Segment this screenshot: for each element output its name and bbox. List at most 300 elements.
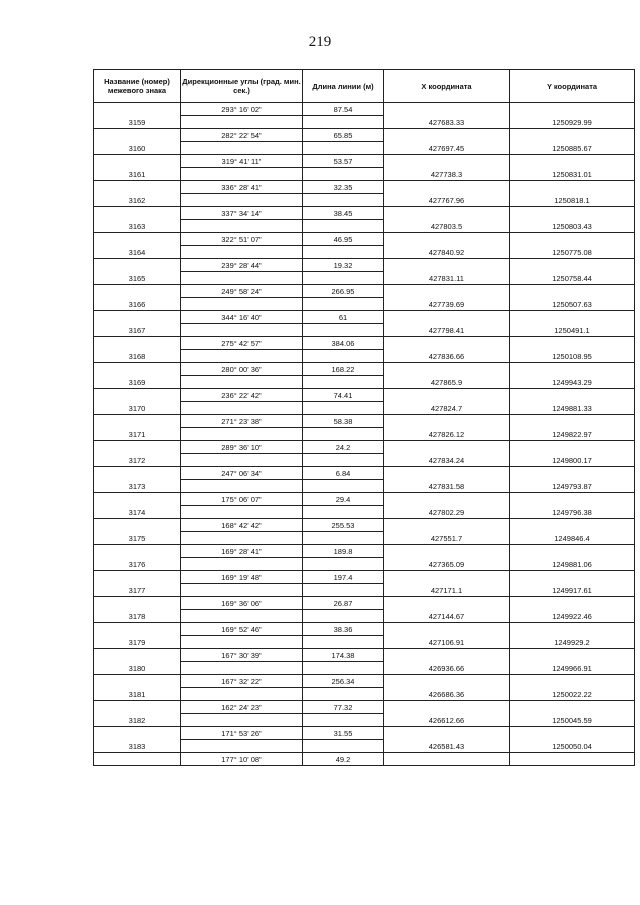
x-coordinate-cell-empty <box>384 129 510 142</box>
point-row <box>94 116 635 129</box>
point-name-cell-empty <box>94 597 181 610</box>
length-cell-empty <box>303 454 384 467</box>
header-line-length: Длина линии (м) <box>303 70 384 103</box>
length-cell-empty <box>303 246 384 259</box>
point-name-cell-empty <box>94 519 181 532</box>
x-coordinate-cell-empty <box>384 233 510 246</box>
point-name-cell: 3179 <box>94 636 181 649</box>
length-cell-empty <box>303 610 384 623</box>
line-length-cell: 87.54 <box>303 103 384 116</box>
coordinates-table <box>93 69 635 766</box>
point-name-cell: 3174 <box>94 506 181 519</box>
y-coordinate-cell-empty <box>510 155 635 168</box>
y-coordinate-cell-empty <box>510 337 635 350</box>
y-coordinate-cell-empty <box>510 493 635 506</box>
segment-row <box>94 207 635 220</box>
y-coordinate-cell-empty <box>510 285 635 298</box>
point-name-cell-empty <box>94 181 181 194</box>
direction-angle-cell: 169° 52' 46" <box>181 623 303 636</box>
angle-cell-empty <box>181 454 303 467</box>
table-header-row <box>94 70 635 103</box>
x-coordinate-cell: 427831.11 <box>384 272 510 285</box>
point-name-cell: 3163 <box>94 220 181 233</box>
point-name-cell: 3170 <box>94 402 181 415</box>
x-coordinate-cell: 427106.91 <box>384 636 510 649</box>
angle-cell-empty <box>181 584 303 597</box>
x-coordinate-cell: 427767.96 <box>384 194 510 207</box>
header-x-coordinate: X координата <box>384 70 510 103</box>
line-length-cell: 6.84 <box>303 467 384 480</box>
direction-angle-cell: 169° 28' 41" <box>181 545 303 558</box>
direction-angle-cell: 239° 28' 44" <box>181 259 303 272</box>
x-coordinate-cell: 427171.1 <box>384 584 510 597</box>
line-length-cell: 32.35 <box>303 181 384 194</box>
point-row <box>94 662 635 675</box>
direction-angle-cell: 167° 32' 22" <box>181 675 303 688</box>
point-name-cell-empty <box>94 233 181 246</box>
x-coordinate-cell-empty <box>384 415 510 428</box>
direction-angle-cell: 175° 06' 07" <box>181 493 303 506</box>
line-length-cell: 38.36 <box>303 623 384 636</box>
y-coordinate-cell-empty <box>510 441 635 454</box>
x-coordinate-cell: 427365.09 <box>384 558 510 571</box>
segment-row <box>94 337 635 350</box>
point-name-cell-empty <box>94 623 181 636</box>
y-coordinate-cell: 1249793.87 <box>510 480 635 493</box>
y-coordinate-cell: 1250045.59 <box>510 714 635 727</box>
line-length-cell: 26.87 <box>303 597 384 610</box>
x-coordinate-cell-empty <box>384 649 510 662</box>
y-coordinate-cell: 1249846.4 <box>510 532 635 545</box>
direction-angle-cell: 293° 16' 02" <box>181 103 303 116</box>
y-coordinate-cell: 1250050.04 <box>510 740 635 753</box>
direction-angle-cell: 337° 34' 14" <box>181 207 303 220</box>
point-row <box>94 740 635 753</box>
y-coordinate-cell: 1250803.43 <box>510 220 635 233</box>
x-coordinate-cell-empty <box>384 103 510 116</box>
direction-angle-cell: 280° 00' 36" <box>181 363 303 376</box>
line-length-cell: 74.41 <box>303 389 384 402</box>
point-name-cell-empty <box>94 571 181 584</box>
angle-cell-empty <box>181 272 303 285</box>
y-coordinate-cell-empty <box>510 415 635 428</box>
y-coordinate-cell-empty <box>510 675 635 688</box>
direction-angle-cell: 275° 42' 57" <box>181 337 303 350</box>
y-coordinate-cell: 1249943.29 <box>510 376 635 389</box>
point-name-cell-empty <box>94 207 181 220</box>
y-coordinate-cell-empty <box>510 259 635 272</box>
point-name-cell: 3178 <box>94 610 181 623</box>
line-length-cell: 256.34 <box>303 675 384 688</box>
segment-row <box>94 181 635 194</box>
segment-row <box>94 233 635 246</box>
point-name-cell-empty <box>94 545 181 558</box>
point-name-cell: 3167 <box>94 324 181 337</box>
length-cell-empty <box>303 688 384 701</box>
line-length-cell: 19.32 <box>303 259 384 272</box>
x-coordinate-cell-empty <box>384 441 510 454</box>
point-name-cell-empty <box>94 649 181 662</box>
angle-cell-empty <box>181 428 303 441</box>
point-name-cell: 3176 <box>94 558 181 571</box>
angle-cell-empty <box>181 142 303 155</box>
point-row <box>94 584 635 597</box>
y-coordinate-cell-empty <box>510 467 635 480</box>
direction-angle-cell: 249° 58' 24" <box>181 285 303 298</box>
point-name-cell: 3172 <box>94 454 181 467</box>
x-coordinate-cell: 427836.66 <box>384 350 510 363</box>
x-coordinate-cell-empty <box>384 701 510 714</box>
angle-cell-empty <box>181 662 303 675</box>
segment-row <box>94 155 635 168</box>
line-length-cell: 384.06 <box>303 337 384 350</box>
length-cell-empty <box>303 636 384 649</box>
point-name-cell: 3182 <box>94 714 181 727</box>
point-name-cell: 3166 <box>94 298 181 311</box>
direction-angle-cell: 271° 23' 38" <box>181 415 303 428</box>
angle-cell-empty <box>181 402 303 415</box>
segment-row <box>94 675 635 688</box>
segment-row <box>94 467 635 480</box>
length-cell-empty <box>303 532 384 545</box>
angle-cell-empty <box>181 532 303 545</box>
header-y-coordinate: Y координата <box>510 70 635 103</box>
y-coordinate-cell-empty <box>510 311 635 324</box>
x-coordinate-cell: 427802.29 <box>384 506 510 519</box>
y-coordinate-cell: 1249822.97 <box>510 428 635 441</box>
angle-cell-empty <box>181 740 303 753</box>
point-row <box>94 454 635 467</box>
y-coordinate-cell-empty <box>510 545 635 558</box>
segment-row <box>94 571 635 584</box>
segment-row <box>94 311 635 324</box>
point-name-cell-empty <box>94 727 181 740</box>
segment-row <box>94 545 635 558</box>
point-name-cell: 3168 <box>94 350 181 363</box>
direction-angle-cell: 168° 42' 42" <box>181 519 303 532</box>
segment-row <box>94 259 635 272</box>
point-name-cell-empty <box>94 415 181 428</box>
segment-row <box>94 103 635 116</box>
point-name-cell: 3177 <box>94 584 181 597</box>
direction-angle-cell: 167° 30' 39" <box>181 649 303 662</box>
x-coordinate-cell: 427803.5 <box>384 220 510 233</box>
direction-angle-cell: 322° 51' 07" <box>181 233 303 246</box>
segment-row <box>94 701 635 714</box>
angle-cell-empty <box>181 220 303 233</box>
y-coordinate-cell-empty <box>510 389 635 402</box>
line-length-cell: 255.53 <box>303 519 384 532</box>
y-coordinate-cell: 1249881.06 <box>510 558 635 571</box>
point-row <box>94 324 635 337</box>
point-name-cell-empty <box>94 363 181 376</box>
length-cell-empty <box>303 350 384 363</box>
y-coordinate-cell-empty <box>510 727 635 740</box>
point-name-cell: 3181 <box>94 688 181 701</box>
point-row <box>94 194 635 207</box>
line-length-cell: 58.38 <box>303 415 384 428</box>
x-coordinate-cell-empty <box>384 571 510 584</box>
line-length-cell: 65.85 <box>303 129 384 142</box>
point-row <box>94 220 635 233</box>
segment-row <box>94 727 635 740</box>
length-cell-empty <box>303 298 384 311</box>
length-cell-empty <box>303 402 384 415</box>
length-cell-empty <box>303 714 384 727</box>
table-body <box>94 103 635 766</box>
length-cell-empty <box>303 324 384 337</box>
point-name-cell-empty <box>94 285 181 298</box>
point-row <box>94 246 635 259</box>
point-name-cell-empty <box>94 389 181 402</box>
direction-angle-cell: 162° 24' 23" <box>181 701 303 714</box>
y-coordinate-cell-empty <box>510 701 635 714</box>
point-row <box>94 272 635 285</box>
x-coordinate-cell: 426612.66 <box>384 714 510 727</box>
length-cell-empty <box>303 428 384 441</box>
point-name-cell-empty <box>94 337 181 350</box>
length-cell-empty <box>303 142 384 155</box>
y-coordinate-cell: 1250929.99 <box>510 116 635 129</box>
point-row <box>94 506 635 519</box>
y-coordinate-cell: 1249917.61 <box>510 584 635 597</box>
y-coordinate-cell-empty <box>510 103 635 116</box>
point-row <box>94 428 635 441</box>
segment-row <box>94 389 635 402</box>
x-coordinate-cell-empty <box>384 519 510 532</box>
y-coordinate-cell-empty <box>510 363 635 376</box>
y-coordinate-cell: 1249922.46 <box>510 610 635 623</box>
point-row <box>94 298 635 311</box>
point-name-cell: 3164 <box>94 246 181 259</box>
direction-angle-cell: 171° 53' 26" <box>181 727 303 740</box>
point-row <box>94 610 635 623</box>
point-row <box>94 636 635 649</box>
point-name-cell: 3162 <box>94 194 181 207</box>
segment-row <box>94 597 635 610</box>
angle-cell-empty <box>181 324 303 337</box>
x-coordinate-cell: 427840.92 <box>384 246 510 259</box>
line-length-cell: 24.2 <box>303 441 384 454</box>
y-coordinate-cell: 1250022.22 <box>510 688 635 701</box>
point-name-cell-empty <box>94 103 181 116</box>
point-name-cell: 3159 <box>94 116 181 129</box>
point-name-cell-empty <box>94 155 181 168</box>
x-coordinate-cell: 427683.33 <box>384 116 510 129</box>
line-length-cell: 168.22 <box>303 363 384 376</box>
x-coordinate-cell-empty <box>384 597 510 610</box>
line-length-cell: 61 <box>303 311 384 324</box>
angle-cell-empty <box>181 714 303 727</box>
point-name-cell-empty <box>94 129 181 142</box>
point-row <box>94 402 635 415</box>
point-name-cell: 3169 <box>94 376 181 389</box>
x-coordinate-cell: 426686.36 <box>384 688 510 701</box>
line-length-cell: 31.55 <box>303 727 384 740</box>
angle-cell-empty <box>181 246 303 259</box>
line-length-cell: 189.8 <box>303 545 384 558</box>
x-coordinate-cell-empty <box>384 311 510 324</box>
x-coordinate-cell-empty <box>384 753 510 766</box>
point-row <box>94 376 635 389</box>
line-length-cell: 53.57 <box>303 155 384 168</box>
direction-angle-cell: 247° 06' 34" <box>181 467 303 480</box>
x-coordinate-cell-empty <box>384 207 510 220</box>
header-point-name: Название (номер) межевого знака <box>94 70 181 103</box>
y-coordinate-cell-empty <box>510 181 635 194</box>
segment-row <box>94 441 635 454</box>
y-coordinate-cell-empty <box>510 129 635 142</box>
y-coordinate-cell: 1249800.17 <box>510 454 635 467</box>
x-coordinate-cell: 426581.43 <box>384 740 510 753</box>
point-row <box>94 714 635 727</box>
segment-row <box>94 753 635 766</box>
y-coordinate-cell: 1250491.1 <box>510 324 635 337</box>
y-coordinate-cell: 1250775.08 <box>510 246 635 259</box>
x-coordinate-cell-empty <box>384 623 510 636</box>
segment-row <box>94 519 635 532</box>
direction-angle-cell: 336° 28' 41" <box>181 181 303 194</box>
point-name-cell-empty <box>94 675 181 688</box>
length-cell-empty <box>303 662 384 675</box>
x-coordinate-cell-empty <box>384 545 510 558</box>
angle-cell-empty <box>181 506 303 519</box>
y-coordinate-cell: 1250758.44 <box>510 272 635 285</box>
x-coordinate-cell: 426936.66 <box>384 662 510 675</box>
y-coordinate-cell-empty <box>510 233 635 246</box>
angle-cell-empty <box>181 116 303 129</box>
point-name-cell: 3165 <box>94 272 181 285</box>
length-cell-empty <box>303 480 384 493</box>
x-coordinate-cell-empty <box>384 337 510 350</box>
angle-cell-empty <box>181 480 303 493</box>
direction-angle-cell: 236° 22' 42" <box>181 389 303 402</box>
y-coordinate-cell: 1250885.67 <box>510 142 635 155</box>
x-coordinate-cell: 427798.41 <box>384 324 510 337</box>
x-coordinate-cell-empty <box>384 675 510 688</box>
x-coordinate-cell-empty <box>384 493 510 506</box>
line-length-cell: 266.95 <box>303 285 384 298</box>
length-cell-empty <box>303 220 384 233</box>
length-cell-empty <box>303 194 384 207</box>
y-coordinate-cell: 1249929.2 <box>510 636 635 649</box>
length-cell-empty <box>303 168 384 181</box>
y-coordinate-cell-empty <box>510 571 635 584</box>
x-coordinate-cell: 427831.58 <box>384 480 510 493</box>
x-coordinate-cell: 427826.12 <box>384 428 510 441</box>
direction-angle-cell: 169° 19' 48" <box>181 571 303 584</box>
point-row <box>94 480 635 493</box>
point-row <box>94 168 635 181</box>
x-coordinate-cell-empty <box>384 727 510 740</box>
point-name-cell-empty <box>94 259 181 272</box>
angle-cell-empty <box>181 298 303 311</box>
angle-cell-empty <box>181 350 303 363</box>
y-coordinate-cell-empty <box>510 753 635 766</box>
direction-angle-cell: 344° 16' 40" <box>181 311 303 324</box>
length-cell-empty <box>303 584 384 597</box>
x-coordinate-cell-empty <box>384 363 510 376</box>
y-coordinate-cell: 1250108.95 <box>510 350 635 363</box>
y-coordinate-cell-empty <box>510 623 635 636</box>
angle-cell-empty <box>181 688 303 701</box>
point-name-cell: 3171 <box>94 428 181 441</box>
y-coordinate-cell-empty <box>510 519 635 532</box>
point-name-cell: 3161 <box>94 168 181 181</box>
length-cell-empty <box>303 272 384 285</box>
segment-row <box>94 415 635 428</box>
point-name-cell: 3173 <box>94 480 181 493</box>
length-cell-empty <box>303 506 384 519</box>
line-length-cell: 29.4 <box>303 493 384 506</box>
x-coordinate-cell: 427824.7 <box>384 402 510 415</box>
y-coordinate-cell: 1249966.91 <box>510 662 635 675</box>
x-coordinate-cell: 427739.69 <box>384 298 510 311</box>
line-length-cell: 197.4 <box>303 571 384 584</box>
y-coordinate-cell: 1250831.01 <box>510 168 635 181</box>
y-coordinate-cell-empty <box>510 649 635 662</box>
point-row <box>94 350 635 363</box>
length-cell-empty <box>303 116 384 129</box>
y-coordinate-cell-empty <box>510 207 635 220</box>
point-name-cell-empty <box>94 753 181 766</box>
segment-row <box>94 623 635 636</box>
line-length-cell: 46.95 <box>303 233 384 246</box>
x-coordinate-cell-empty <box>384 181 510 194</box>
x-coordinate-cell-empty <box>384 259 510 272</box>
point-name-cell: 3160 <box>94 142 181 155</box>
angle-cell-empty <box>181 610 303 623</box>
point-name-cell-empty <box>94 701 181 714</box>
y-coordinate-cell: 1249881.33 <box>510 402 635 415</box>
line-length-cell: 49.2 <box>303 753 384 766</box>
x-coordinate-cell-empty <box>384 285 510 298</box>
line-length-cell: 38.45 <box>303 207 384 220</box>
line-length-cell: 174.38 <box>303 649 384 662</box>
header-direction-angle: Дирекционные углы (град. мин. сек.) <box>181 70 303 103</box>
segment-row <box>94 363 635 376</box>
point-name-cell-empty <box>94 467 181 480</box>
y-coordinate-cell-empty <box>510 597 635 610</box>
point-row <box>94 532 635 545</box>
angle-cell-empty <box>181 636 303 649</box>
x-coordinate-cell: 427834.24 <box>384 454 510 467</box>
line-length-cell: 77.32 <box>303 701 384 714</box>
direction-angle-cell: 169° 36' 06" <box>181 597 303 610</box>
point-name-cell: 3180 <box>94 662 181 675</box>
direction-angle-cell: 282° 22' 54" <box>181 129 303 142</box>
point-row <box>94 688 635 701</box>
x-coordinate-cell: 427144.67 <box>384 610 510 623</box>
direction-angle-cell: 177° 10' 08" <box>181 753 303 766</box>
x-coordinate-cell-empty <box>384 389 510 402</box>
point-name-cell: 3175 <box>94 532 181 545</box>
angle-cell-empty <box>181 376 303 389</box>
angle-cell-empty <box>181 194 303 207</box>
direction-angle-cell: 319° 41' 11" <box>181 155 303 168</box>
angle-cell-empty <box>181 168 303 181</box>
length-cell-empty <box>303 740 384 753</box>
length-cell-empty <box>303 376 384 389</box>
x-coordinate-cell-empty <box>384 155 510 168</box>
angle-cell-empty <box>181 558 303 571</box>
segment-row <box>94 649 635 662</box>
y-coordinate-cell: 1250507.63 <box>510 298 635 311</box>
segment-row <box>94 129 635 142</box>
length-cell-empty <box>303 558 384 571</box>
x-coordinate-cell: 427865.9 <box>384 376 510 389</box>
point-row <box>94 142 635 155</box>
